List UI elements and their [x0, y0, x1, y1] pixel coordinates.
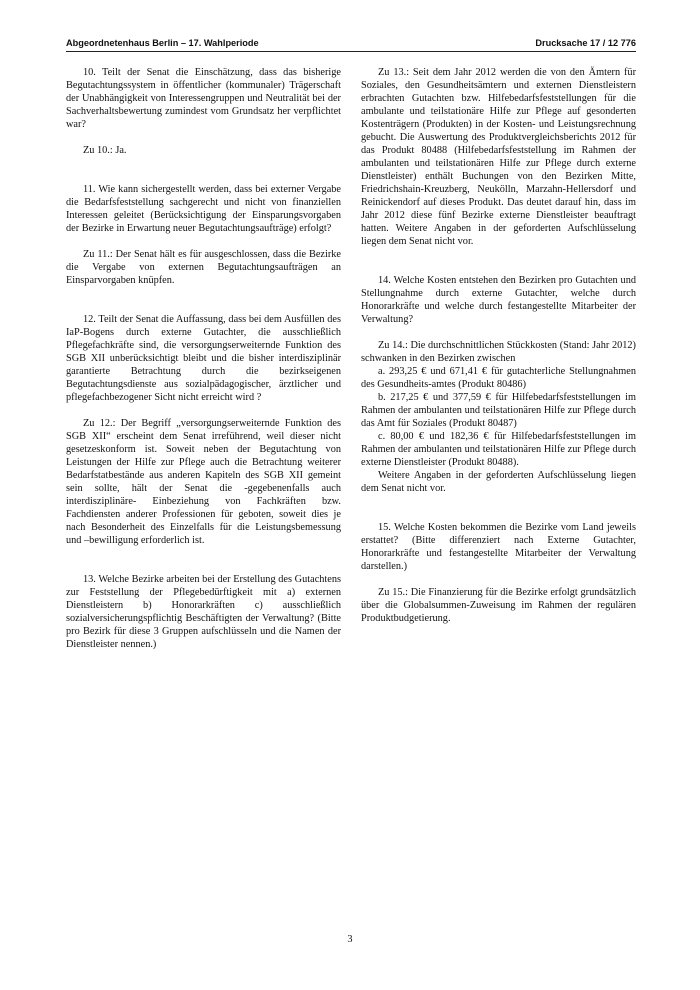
question-14: 14. Welche Kosten entstehen den Bezirken pro Gutachten und Stellungnahme durch externe Gutachter, welche durch Honorarkräfte und welche durch festangestellte Mitarbeiter der Verwaltung?	[361, 275, 636, 325]
question-11: 11. Wie kann sichergestellt werden, dass bei externer Vergabe die Bedarfsfeststellung sachgerecht und nicht von finanziellen Interessen geleitet (Berücksichtigung der Einsparungsvorgaben der Bezirke in Erwartung neuer Begutachtungsaufträge) erfolgt?	[66, 184, 341, 234]
answer-14-outro: Weitere Angaben in der geforderten Aufschlüsselung liegen dem Senat nicht vor.	[361, 470, 636, 494]
page-number: 3	[347, 934, 353, 945]
answer-15: Zu 15.: Die Finanzierung für die Bezirke erfolgt grundsätzlich über die Globalsummen-Zuweisung im Rahmen der regulären Produktbudgetierung.	[361, 587, 636, 624]
question-13: 13. Welche Bezirke arbeiten bei der Erstellung des Gutachtens zur Feststellung der Pflegebedürftigkeit mit a) externen Dienstleistern b) Honorarkräften c) ausschließlich sozialversicherungspflichtig Beschäftigten der Verwaltung? (Bitte pro Bezirk für diese 3 Gruppen aufschlüsseln und die Namen der Dienstleister nennen.)	[66, 574, 341, 650]
answer-13: Zu 13.: Seit dem Jahr 2012 werden die von den Ämtern für Soziales, den Gesundheitsämtern und externen Dienstleistern erbrachten Gutachten bzw. Hilfebedarfsfeststellungen für die ambulante und teilstationäre Hilfe zur Pflege auf gesonderten Kostenträgern (Produkten) in der Kosten- und Leistungsrechnung gebucht. Die Auswertung des Produktvergleichsberichts 2012 für das Produkt 80488 (Hilfebedarfsfeststellung im Rahmen der ambulanten und teilstationären Hilfe zur Pflege durch externe Dienstleister) enthält Buchungen von den Bezirken Mitte, Friedrichshain-Kreuzberg, Neukölln, Marzahn-Hellersdorf und Reinickendorf auf dieses Produkt. Das deutet darauf hin, dass im Jahr 2012 diese fünf Bezirke externe Dienstleister beauftragt hatten. Weitere Angaben in der geforderten Aufschlüsselung liegen dem Senat nicht vor.	[361, 67, 636, 247]
answer-12: Zu 12.: Der Begriff „versorgungserweiternde Funktion des SGB XII“ erscheint dem Senat irreführend, weil dieser nicht gesetzeskonform ist. Soweit neben der Begutachtung von Leistungen der Hilfe zur Pflege auch die Betrachtung weiterer Bedarfstatbestände aus anderen Kapiteln des SGB XII gemeint sein sollte, hält der Senat die -gegebenenfalls auch interdisziplinäre- Einbeziehung von Fachkräften bzw. Fachdiensten anderer Professionen für geboten, soweit dies je nach Besonderheit des Einzelfalls für die Leistungsbemessung und –bewilligung erforderlich ist.	[66, 418, 341, 546]
question-12: 12. Teilt der Senat die Auffassung, dass bei dem Ausfüllen des IaP-Bogens durch externe Gutachter, die ausschließlich Pflegefachkräfte sind, die versorgungserweiternde Funktion des SGB XII unberücksichtigt bleibt und die bisher interdisziplinär garantierte Betrachtung durch die bezirkseigenen Begutachtungsdienste aus sozialpädagogischer, ärztlicher und pflegefachbezogener Sicht nicht erreicht wird ?	[66, 314, 341, 403]
header-document-number: Drucksache 17 / 12 776	[535, 38, 636, 48]
answer-11: Zu 11.: Der Senat hält es für ausgeschlossen, dass die Bezirke die Vergabe von externen Begutachtungsaufträgen an Einsparvorgaben knüpfen.	[66, 249, 341, 286]
left-column	[66, 66, 341, 664]
answer-14-intro: Zu 14.: Die durchschnittlichen Stückkosten (Stand: Jahr 2012) schwanken in den Bezirken zwischen	[361, 340, 636, 364]
answer-14-item-c: c. 80,00 € und 182,36 € für Hilfebedarfsfeststellungen im Rahmen der ambulanten und teilstationären Hilfe zur Pflege durch externe Dienstleister (Produkt 80488).	[361, 431, 636, 468]
page-header	[66, 38, 636, 52]
question-10: 10. Teilt der Senat die Einschätzung, dass das bisherige Begutachtungssystem in öffentlicher (kommunaler) Trägerschaft der Unabhängigkeit von Interessengruppen und Neutralität bei der Sachverhaltsbewertung zumindest vom Grundsatz her verpflichtet war?	[66, 67, 341, 130]
right-column	[361, 66, 636, 638]
answer-10: Zu 10.: Ja.	[83, 145, 127, 156]
header-parliament: Abgeordnetenhaus Berlin – 17. Wahlperiode	[66, 38, 259, 48]
answer-14-item-a: a. 293,25 € und 671,41 € für gutachterliche Stellungnahmen des Gesundheits-amtes (Produkt 80486)	[361, 366, 636, 390]
question-15: 15. Welche Kosten bekommen die Bezirke vom Land jeweils erstattet? (Bitte differenziert nach Externe Gutachter, Honorarkräfte und festangestellte Mitarbeiter der Verwaltung darstellen.)	[361, 522, 636, 572]
answer-14-item-b: b. 217,25 € und 377,59 € für Hilfebedarfsfeststellungen im Rahmen der ambulanten und teilstationären Hilfe zur Pflege durch das Amt für Soziales (Produkt 80487)	[361, 392, 636, 429]
